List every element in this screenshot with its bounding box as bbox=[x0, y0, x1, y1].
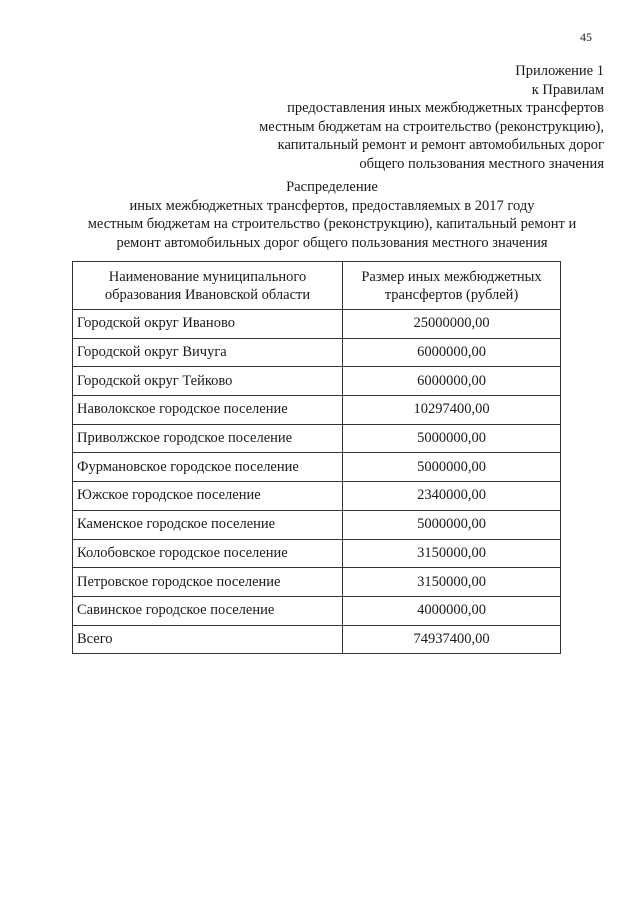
amount-cell: 5000000,00 bbox=[343, 424, 561, 453]
amount-cell: 6000000,00 bbox=[343, 367, 561, 396]
table-row bbox=[73, 338, 561, 367]
appendix-line: Приложение 1 bbox=[515, 63, 604, 79]
table-row bbox=[73, 310, 561, 339]
table-row bbox=[73, 482, 561, 511]
table-row bbox=[73, 539, 561, 568]
municipality-cell: Южское городское поселение bbox=[73, 482, 343, 511]
title-line: местным бюджетам на строительство (реконструкцию), капитальный ремонт и bbox=[87, 216, 577, 232]
municipality-cell: Городской округ Вичуга bbox=[73, 338, 343, 367]
amount-cell: 25000000,00 bbox=[343, 310, 561, 339]
appendix-header bbox=[44, 62, 604, 173]
distribution-table bbox=[72, 261, 561, 654]
title-line: ремонт автомобильных дорог общего пользования местного значения bbox=[116, 234, 548, 251]
document-title bbox=[36, 178, 628, 252]
amount-cell: 2340000,00 bbox=[343, 482, 561, 511]
page-number: 45 bbox=[580, 30, 592, 44]
amount-cell: 4000000,00 bbox=[343, 596, 561, 625]
header-amount bbox=[343, 262, 561, 310]
amount-cell: 5000000,00 bbox=[343, 453, 561, 482]
table-row bbox=[73, 396, 561, 425]
header-municipality bbox=[73, 262, 343, 310]
table-row bbox=[73, 510, 561, 539]
table-row bbox=[73, 596, 561, 625]
title-line: иных межбюджетных трансфертов, предоставляемых в 2017 году bbox=[129, 197, 535, 214]
municipality-cell: Савинское городское поселение bbox=[73, 596, 343, 625]
municipality-cell: Каменское городское поселение bbox=[73, 510, 343, 539]
appendix-line: общего пользования местного значения bbox=[359, 155, 604, 172]
total-label: Всего bbox=[73, 625, 343, 654]
municipality-cell: Приволжское городское поселение bbox=[73, 424, 343, 453]
municipality-cell: Фурмановское городское поселение bbox=[73, 453, 343, 482]
municipality-cell: Колобовское городское поселение bbox=[73, 539, 343, 568]
appendix-line: к Правилам bbox=[531, 81, 604, 98]
table-row bbox=[73, 367, 561, 396]
municipality-cell: Петровское городское поселение bbox=[73, 568, 343, 597]
total-amount: 74937400,00 bbox=[343, 625, 561, 654]
municipality-cell: Городской округ Иваново bbox=[73, 310, 343, 339]
municipality-cell: Наволокское городское поселение bbox=[73, 396, 343, 425]
appendix-line: местным бюджетам на строительство (реконструкцию), bbox=[259, 118, 604, 135]
total-row bbox=[73, 625, 561, 654]
header-text: Размер иных межбюджетных bbox=[361, 268, 542, 285]
table-row bbox=[73, 453, 561, 482]
municipality-cell: Городской округ Тейково bbox=[73, 367, 343, 396]
header-text: образования Ивановской области bbox=[104, 286, 311, 303]
amount-cell: 3150000,00 bbox=[343, 568, 561, 597]
appendix-line: предоставления иных межбюджетных трансфертов bbox=[287, 100, 604, 116]
appendix-line: капитальный ремонт и ремонт автомобильных дорог bbox=[277, 137, 604, 153]
header-text: трансфертов (рублей) bbox=[384, 286, 519, 303]
amount-cell: 6000000,00 bbox=[343, 338, 561, 367]
amount-cell: 5000000,00 bbox=[343, 510, 561, 539]
amount-cell: 3150000,00 bbox=[343, 539, 561, 568]
table-row bbox=[73, 568, 561, 597]
title-line: Распределение bbox=[286, 179, 378, 195]
table-header-row bbox=[73, 262, 561, 310]
table-row bbox=[73, 424, 561, 453]
amount-cell: 10297400,00 bbox=[343, 396, 561, 425]
header-text: Наименование муниципального bbox=[108, 268, 307, 285]
